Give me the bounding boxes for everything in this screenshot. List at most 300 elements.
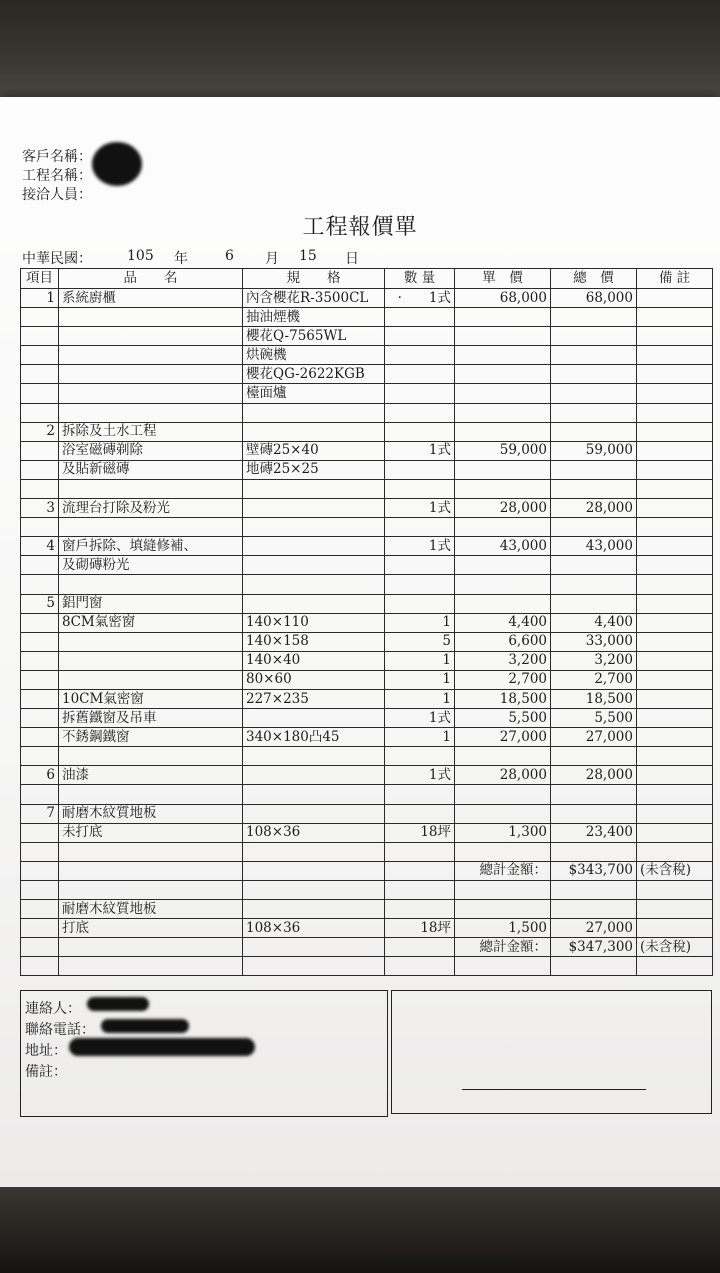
- cell-remarks: (未含稅): [637, 938, 713, 957]
- cell-remarks: [637, 537, 713, 556]
- cell-qty: [385, 785, 455, 804]
- cell-remarks: [637, 346, 713, 365]
- project-name-label: 工程名稱：: [22, 168, 92, 184]
- cell-qty: 1式: [385, 766, 455, 785]
- cell-unit-price: 68,000: [455, 289, 551, 308]
- cell-qty: 1: [385, 728, 455, 747]
- cell-qty: 18坪: [385, 919, 455, 938]
- cell-product: [59, 479, 243, 498]
- cell-remarks: [637, 384, 713, 403]
- cell-unit-price: 28,000: [455, 499, 551, 518]
- col-header-unit-price: 單 價: [455, 269, 551, 289]
- cell-item-no: [21, 861, 59, 880]
- table-row: [21, 556, 713, 575]
- table-row: [21, 651, 713, 670]
- cell-item-no: 5: [21, 594, 59, 613]
- table-row: [21, 766, 713, 785]
- date-day: 15: [299, 248, 317, 264]
- cell-product: [59, 575, 243, 594]
- col-header-item: 項目: [21, 269, 59, 289]
- cell-item-no: [21, 518, 59, 537]
- cell-item-no: [21, 957, 59, 976]
- cell-total-price: [551, 900, 637, 919]
- cell-product: 拆除及土水工程: [59, 422, 243, 441]
- cell-unit-price: 27,000: [455, 728, 551, 747]
- table-header-row: [21, 269, 713, 289]
- cell-remarks: [637, 575, 713, 594]
- cell-item-no: [21, 842, 59, 861]
- col-header-spec: 規 格: [243, 269, 385, 289]
- cell-spec: 壁磚25×40: [243, 441, 385, 460]
- cell-qty: [385, 575, 455, 594]
- cell-qty: 1式: [385, 499, 455, 518]
- cell-product: [59, 518, 243, 537]
- cell-item-no: [21, 900, 59, 919]
- table-row: [21, 537, 713, 556]
- signature-line: [462, 1089, 646, 1090]
- cell-product: [59, 747, 243, 766]
- cell-unit-price: 1,500: [455, 919, 551, 938]
- cell-unit-price: [455, 575, 551, 594]
- cell-unit-price: [455, 804, 551, 823]
- table-row: [21, 289, 713, 308]
- cell-product: [59, 384, 243, 403]
- cell-remarks: [637, 632, 713, 651]
- cell-total-price: [551, 365, 637, 384]
- address-label: 地址：: [25, 1043, 67, 1059]
- cell-spec: 140×40: [243, 651, 385, 670]
- cell-spec: [243, 900, 385, 919]
- cell-qty: [385, 308, 455, 327]
- cell-spec: [243, 556, 385, 575]
- cell-product: 不銹鋼鐵窗: [59, 728, 243, 747]
- cell-item-no: 3: [21, 499, 59, 518]
- cell-spec: [243, 479, 385, 498]
- cell-product: 及貼新磁磚: [59, 460, 243, 479]
- cell-remarks: [637, 785, 713, 804]
- cell-spec: [243, 938, 385, 957]
- cell-qty: [385, 594, 455, 613]
- cell-unit-price: [455, 479, 551, 498]
- cell-remarks: [637, 880, 713, 899]
- cell-product: 耐磨木紋質地板: [59, 900, 243, 919]
- cell-total-price: [551, 575, 637, 594]
- cell-total-price: [551, 957, 637, 976]
- cell-spec: [243, 403, 385, 422]
- cell-total-price: 3,200: [551, 651, 637, 670]
- cell-spec: [243, 880, 385, 899]
- cell-item-no: 2: [21, 422, 59, 441]
- col-header-qty: 數 量: [385, 269, 455, 289]
- phone-label: 聯絡電話：: [25, 1022, 95, 1038]
- cell-total-price: [551, 785, 637, 804]
- cell-remarks: [637, 308, 713, 327]
- day-label: 日: [345, 251, 359, 267]
- cell-unit-price: [455, 880, 551, 899]
- cell-qty: 1: [385, 670, 455, 689]
- table-row: [21, 460, 713, 479]
- redaction-mark: [87, 997, 149, 1011]
- cell-spec: [243, 537, 385, 556]
- cell-item-no: 6: [21, 766, 59, 785]
- cell-spec: 櫻花QG-2622KGB: [243, 365, 385, 384]
- col-header-remarks: 備 註: [637, 269, 713, 289]
- cell-qty: [385, 460, 455, 479]
- redaction-mark: [101, 1019, 189, 1033]
- cell-remarks: [637, 957, 713, 976]
- cell-remarks: (未含稅): [637, 861, 713, 880]
- cell-unit-price: [455, 556, 551, 575]
- cell-qty: [385, 518, 455, 537]
- table-row: [21, 689, 713, 708]
- cell-item-no: 1: [21, 289, 59, 308]
- cell-qty: 1式: [385, 709, 455, 728]
- cell-product: [59, 651, 243, 670]
- cell-unit-price: [455, 384, 551, 403]
- cell-unit-price: 2,700: [455, 670, 551, 689]
- cell-qty: [385, 479, 455, 498]
- cell-remarks: [637, 823, 713, 842]
- cell-unit-price: 總計金額：: [455, 861, 551, 880]
- table-row: [21, 919, 713, 938]
- cell-item-no: [21, 938, 59, 957]
- cell-product: [59, 670, 243, 689]
- cell-remarks: [637, 556, 713, 575]
- cell-spec: [243, 842, 385, 861]
- cell-qty: [385, 842, 455, 861]
- cell-item-no: [21, 460, 59, 479]
- cell-item-no: [21, 728, 59, 747]
- contact-label: 連絡人：: [25, 1001, 81, 1017]
- table-row: [21, 900, 713, 919]
- document-title: 工程報價單: [302, 215, 418, 240]
- cell-product: [59, 880, 243, 899]
- client-info-block: [22, 148, 92, 205]
- cell-qty: [385, 861, 455, 880]
- cell-remarks: [637, 594, 713, 613]
- cell-unit-price: [455, 346, 551, 365]
- cell-unit-price: [455, 785, 551, 804]
- cell-item-no: [21, 613, 59, 632]
- cell-unit-price: 59,000: [455, 441, 551, 460]
- cell-total-price: [551, 460, 637, 479]
- table-row: [21, 747, 713, 766]
- cell-product: [59, 632, 243, 651]
- cell-total-price: 2,700: [551, 670, 637, 689]
- cell-unit-price: [455, 842, 551, 861]
- cell-item-no: 4: [21, 537, 59, 556]
- cell-total-price: [551, 594, 637, 613]
- cell-total-price: 59,000: [551, 441, 637, 460]
- cell-item-no: [21, 919, 59, 938]
- col-header-total-price: 總 價: [551, 269, 637, 289]
- cell-remarks: [637, 747, 713, 766]
- cell-product: [59, 346, 243, 365]
- cell-qty: 1: [385, 613, 455, 632]
- cell-item-no: [21, 384, 59, 403]
- cell-item-no: [21, 880, 59, 899]
- cell-total-price: 28,000: [551, 766, 637, 785]
- cell-total-price: [551, 384, 637, 403]
- cell-qty: [385, 938, 455, 957]
- desk-surface: [0, 1187, 720, 1273]
- cell-total-price: [551, 518, 637, 537]
- cell-qty: 1: [385, 689, 455, 708]
- table-row: [21, 499, 713, 518]
- cell-remarks: [637, 289, 713, 308]
- cell-spec: [243, 709, 385, 728]
- cell-item-no: [21, 441, 59, 460]
- date-month: 6: [225, 248, 234, 264]
- cell-total-price: 43,000: [551, 537, 637, 556]
- cell-item-no: [21, 556, 59, 575]
- table-row: [21, 728, 713, 747]
- cell-product: [59, 785, 243, 804]
- cell-qty: 5: [385, 632, 455, 651]
- cell-total-price: [551, 842, 637, 861]
- cell-qty: 1: [385, 651, 455, 670]
- cell-remarks: [637, 689, 713, 708]
- cell-spec: 340×180凸45: [243, 728, 385, 747]
- cell-remarks: [637, 728, 713, 747]
- cell-total-price: $343,700: [551, 861, 637, 880]
- cell-item-no: [21, 823, 59, 842]
- cell-unit-price: [455, 957, 551, 976]
- cell-total-price: [551, 346, 637, 365]
- cell-total-price: 18,500: [551, 689, 637, 708]
- cell-total-price: 33,000: [551, 632, 637, 651]
- cell-remarks: [637, 670, 713, 689]
- client-name-label: 客戶名稱：: [22, 149, 92, 165]
- cell-total-price: [551, 804, 637, 823]
- cell-product: 打底: [59, 919, 243, 938]
- cell-item-no: [21, 651, 59, 670]
- cell-unit-price: [455, 327, 551, 346]
- table-row: [21, 346, 713, 365]
- cell-unit-price: [455, 518, 551, 537]
- cell-spec: 地磚25×25: [243, 460, 385, 479]
- table-row: [21, 479, 713, 498]
- cell-total-price: 5,500: [551, 709, 637, 728]
- cell-remarks: [637, 422, 713, 441]
- table-row: [21, 670, 713, 689]
- cell-product: [59, 938, 243, 957]
- table-row: [21, 518, 713, 537]
- cell-total-price: [551, 327, 637, 346]
- cell-spec: 108×36: [243, 919, 385, 938]
- cell-qty: [385, 403, 455, 422]
- quotation-table: [20, 268, 713, 976]
- cell-unit-price: [455, 365, 551, 384]
- cell-spec: 227×235: [243, 689, 385, 708]
- cell-qty: [385, 556, 455, 575]
- cell-unit-price: [455, 594, 551, 613]
- cell-product: [59, 365, 243, 384]
- cell-total-price: 27,000: [551, 919, 637, 938]
- cell-product: [59, 403, 243, 422]
- cell-unit-price: 1,300: [455, 823, 551, 842]
- cell-unit-price: 總計金額：: [455, 938, 551, 957]
- remark-label: 備註：: [25, 1064, 67, 1080]
- cell-total-price: 28,000: [551, 499, 637, 518]
- cell-unit-price: [455, 422, 551, 441]
- contact-person-label: 接洽人員：: [22, 187, 92, 203]
- cell-qty: [385, 957, 455, 976]
- cell-unit-price: [455, 308, 551, 327]
- cell-item-no: [21, 747, 59, 766]
- cell-spec: [243, 861, 385, 880]
- cell-item-no: [21, 365, 59, 384]
- cell-spec: [243, 518, 385, 537]
- cell-spec: [243, 747, 385, 766]
- year-label: 年: [174, 251, 188, 267]
- cell-unit-price: [455, 403, 551, 422]
- cell-remarks: [637, 403, 713, 422]
- cell-unit-price: 5,500: [455, 709, 551, 728]
- cell-item-no: [21, 346, 59, 365]
- cell-spec: 140×158: [243, 632, 385, 651]
- cell-qty: [385, 346, 455, 365]
- cell-item-no: [21, 327, 59, 346]
- cell-remarks: [637, 460, 713, 479]
- cell-spec: 108×36: [243, 823, 385, 842]
- table-row: [21, 441, 713, 460]
- cell-product: 8CM氣密窗: [59, 613, 243, 632]
- cell-remarks: [637, 766, 713, 785]
- cell-product: 10CM氣密窗: [59, 689, 243, 708]
- table-row: [21, 957, 713, 976]
- col-header-product: 品 名: [59, 269, 243, 289]
- cell-spec: 140×110: [243, 613, 385, 632]
- cell-unit-price: 28,000: [455, 766, 551, 785]
- cell-qty: [385, 365, 455, 384]
- cell-item-no: [21, 785, 59, 804]
- cell-item-no: [21, 632, 59, 651]
- table-row: [21, 842, 713, 861]
- table-row: [21, 327, 713, 346]
- cell-product: [59, 861, 243, 880]
- cell-spec: 80×60: [243, 670, 385, 689]
- cell-unit-price: 43,000: [455, 537, 551, 556]
- cell-spec: [243, 785, 385, 804]
- cell-item-no: [21, 689, 59, 708]
- cell-unit-price: 6,600: [455, 632, 551, 651]
- cell-total-price: [551, 747, 637, 766]
- cell-remarks: [637, 613, 713, 632]
- table-row: [21, 384, 713, 403]
- cell-total-price: 4,400: [551, 613, 637, 632]
- cell-item-no: [21, 575, 59, 594]
- cell-spec: 烘碗機: [243, 346, 385, 365]
- cell-total-price: 23,400: [551, 823, 637, 842]
- table-row: [21, 938, 713, 957]
- cell-qty: · 1式: [385, 289, 455, 308]
- table-row: [21, 308, 713, 327]
- table-row: [21, 403, 713, 422]
- cell-total-price: [551, 479, 637, 498]
- cell-item-no: [21, 670, 59, 689]
- cell-qty: 1式: [385, 537, 455, 556]
- cell-product: 鋁門窗: [59, 594, 243, 613]
- cell-unit-price: [455, 460, 551, 479]
- table-row: [21, 785, 713, 804]
- cell-spec: 內含櫻花R-3500CL: [243, 289, 385, 308]
- cell-spec: [243, 957, 385, 976]
- cell-qty: [385, 422, 455, 441]
- era-label: 中華民國：: [22, 251, 92, 267]
- table-row: [21, 575, 713, 594]
- cell-unit-price: [455, 900, 551, 919]
- cell-item-no: [21, 709, 59, 728]
- cell-remarks: [637, 919, 713, 938]
- cell-remarks: [637, 441, 713, 460]
- cell-total-price: 27,000: [551, 728, 637, 747]
- cell-product: 未打底: [59, 823, 243, 842]
- table-row: [21, 613, 713, 632]
- cell-spec: [243, 499, 385, 518]
- cell-qty: [385, 327, 455, 346]
- month-label: 月: [265, 251, 279, 267]
- cell-qty: [385, 384, 455, 403]
- footer: [20, 990, 712, 1117]
- contact-box: [20, 990, 388, 1117]
- redaction-mark: [69, 1038, 255, 1056]
- signature-box: [391, 990, 712, 1114]
- cell-total-price: [551, 422, 637, 441]
- cell-product: 油漆: [59, 766, 243, 785]
- cell-spec: 櫻花Q-7565WL: [243, 327, 385, 346]
- cell-item-no: [21, 479, 59, 498]
- cell-product: 流理台打除及粉光: [59, 499, 243, 518]
- cell-product: [59, 957, 243, 976]
- cell-spec: [243, 575, 385, 594]
- table-row: [21, 709, 713, 728]
- cell-spec: [243, 804, 385, 823]
- cell-remarks: [637, 518, 713, 537]
- cell-item-no: [21, 403, 59, 422]
- cell-unit-price: 3,200: [455, 651, 551, 670]
- cell-spec: [243, 766, 385, 785]
- cell-qty: [385, 900, 455, 919]
- redaction-mark: [92, 142, 142, 186]
- cell-product: 窗戶拆除、填縫修補、: [59, 537, 243, 556]
- cell-remarks: [637, 499, 713, 518]
- table-row: [21, 861, 713, 880]
- cell-qty: 18坪: [385, 823, 455, 842]
- cell-total-price: [551, 556, 637, 575]
- cell-total-price: $347,300: [551, 938, 637, 957]
- cell-remarks: [637, 709, 713, 728]
- cell-qty: 1式: [385, 441, 455, 460]
- cell-unit-price: 4,400: [455, 613, 551, 632]
- cell-spec: [243, 422, 385, 441]
- table-row: [21, 594, 713, 613]
- cell-remarks: [637, 842, 713, 861]
- cell-remarks: [637, 900, 713, 919]
- cell-total-price: [551, 880, 637, 899]
- date-year: 105: [127, 248, 154, 264]
- cell-product: 及砌磚粉光: [59, 556, 243, 575]
- cell-item-no: 7: [21, 804, 59, 823]
- cell-remarks: [637, 804, 713, 823]
- cell-unit-price: [455, 747, 551, 766]
- table-row: [21, 365, 713, 384]
- cell-spec: [243, 594, 385, 613]
- cell-spec: 檯面爐: [243, 384, 385, 403]
- cell-qty: [385, 747, 455, 766]
- cell-product: [59, 842, 243, 861]
- table-row: [21, 880, 713, 899]
